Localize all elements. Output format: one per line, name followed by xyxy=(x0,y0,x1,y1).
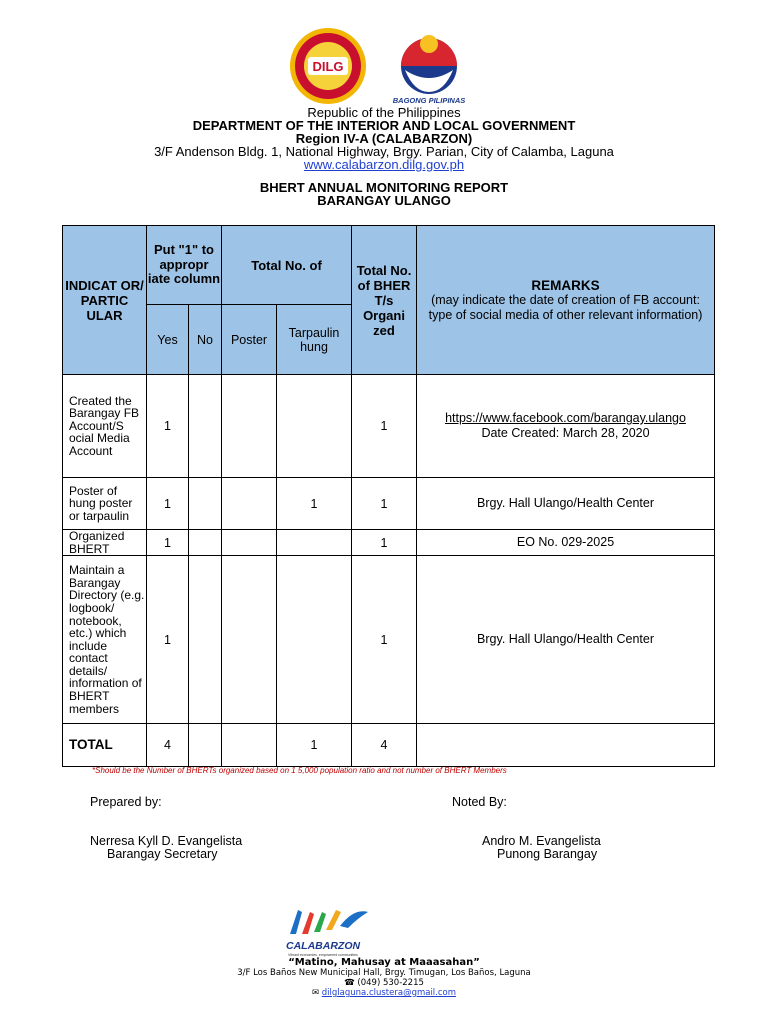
bagong-pilipinas-logo-icon xyxy=(401,35,457,94)
tarpaulin-cell xyxy=(277,556,352,724)
remark-text: Date Created: March 28, 2020 xyxy=(481,426,650,440)
indicator-cell: Organized BHERT xyxy=(63,530,147,556)
department-line: DEPARTMENT OF THE INTERIOR AND LOCAL GOVERNMENT xyxy=(192,118,576,133)
table-row xyxy=(63,478,715,530)
yes-cell: 1 xyxy=(147,478,189,530)
website-link[interactable]: www.calabarzon.dilg.gov.ph xyxy=(303,157,465,172)
report-title: BHERT ANNUAL MONITORING REPORT xyxy=(259,180,509,195)
total-cell: 1 xyxy=(352,375,417,478)
no-cell xyxy=(189,478,222,530)
total-poster-cell xyxy=(222,724,277,767)
noted-name: Andro M. Evangelista xyxy=(482,834,601,848)
calabarzon-logo-text: CALABARZON xyxy=(286,940,361,952)
calabarzon-logo-icon xyxy=(284,904,374,954)
poster-cell xyxy=(222,375,277,478)
footer-email-line xyxy=(0,988,768,998)
tarpaulin-cell xyxy=(277,530,352,556)
noted-title: Punong Barangay xyxy=(497,847,598,861)
remarks-header xyxy=(417,226,715,375)
remarks-cell xyxy=(417,375,715,478)
poster-cell xyxy=(222,556,277,724)
tarpaulin-cell: 1 xyxy=(277,478,352,530)
prepared-title: Barangay Secretary xyxy=(107,847,218,861)
prepared-name: Nerresa Kyll D. Evangelista xyxy=(90,834,243,848)
poster-header: Poster xyxy=(222,305,277,375)
poster-cell xyxy=(222,530,277,556)
yes-header: Yes xyxy=(147,305,189,375)
total-cell: 1 xyxy=(352,530,417,556)
dilg-logo-text: DILG xyxy=(312,59,344,74)
dilg-seal-icon xyxy=(284,26,484,106)
remarks-cell: EO No. 029-2025 xyxy=(417,530,715,556)
total-yes-cell: 4 xyxy=(147,724,189,767)
republic-line: Republic of the Philippines xyxy=(307,105,461,120)
website-line xyxy=(0,157,768,172)
indicator-cell: Maintain a Barangay Directory (e.g. logbook/ notebook, etc.) which include contact details/ information of BHERT members xyxy=(63,556,147,724)
table-row xyxy=(63,530,715,556)
no-cell xyxy=(189,530,222,556)
remarks-cell: Brgy. Hall Ulango/Health Center xyxy=(417,556,715,724)
yes-cell: 1 xyxy=(147,530,189,556)
facebook-link[interactable]: https://www.facebook.com/barangay.ulango xyxy=(445,411,686,425)
no-cell xyxy=(189,375,222,478)
office-address: 3/F Andenson Bldg. 1, National Highway, Brgy. Parian, City of Calamba, Laguna xyxy=(154,144,614,159)
total-no-of-header: Total No. of xyxy=(222,226,352,305)
remarks-note: (may indicate the date of creation of FB account: type of social media of other relevant information) xyxy=(428,292,703,322)
noted-by-label: Noted By: xyxy=(452,795,507,809)
total-cell: 1 xyxy=(352,478,417,530)
total-remarks-cell xyxy=(417,724,715,767)
remarks-title: REMARKS xyxy=(531,277,600,293)
region-line: Region IV-A (CALABARZON) xyxy=(295,131,473,146)
footnote: *Should be the Number of BHERTs organized based on 1 5,000 population ratio and not number of BHERT Members xyxy=(92,766,507,775)
indicator-cell: Poster of hung poster or tarpaulin xyxy=(63,478,147,530)
total-row xyxy=(63,724,715,767)
report-subtitle: BARANGAY ULANGO xyxy=(317,193,451,208)
bagong-pilipinas-text: BAGONG PILIPINAS xyxy=(392,96,466,105)
footer-address: 3/F Los Baños New Municipal Hall, Brgy. Timugan, Los Baños, Laguna xyxy=(237,968,531,978)
total-bherts-cell: 4 xyxy=(352,724,417,767)
prepared-by-label: Prepared by: xyxy=(90,795,162,809)
yes-cell: 1 xyxy=(147,375,189,478)
table-row xyxy=(63,556,715,724)
phone-icon: ☎ xyxy=(344,978,355,988)
total-cell: 1 xyxy=(352,556,417,724)
calabarzon-logo xyxy=(284,904,374,954)
table-row xyxy=(63,375,715,478)
no-header: No xyxy=(189,305,222,375)
footer-phone: (049) 530-2215 xyxy=(357,978,424,988)
total-no-cell xyxy=(189,724,222,767)
calabarzon-tagline: Vibrant economies, empowered communities xyxy=(288,953,358,957)
email-icon: ✉ xyxy=(311,988,320,998)
footer-phone-line xyxy=(0,978,768,988)
total-tarpaulin-cell: 1 xyxy=(277,724,352,767)
header-logos xyxy=(284,26,484,106)
tarpaulin-header: Tarpaulin hung xyxy=(277,305,352,375)
yes-cell: 1 xyxy=(147,556,189,724)
remarks-cell: Brgy. Hall Ulango/Health Center xyxy=(417,478,715,530)
put-one-header: Put "1" to appropr iate column xyxy=(147,226,222,305)
tarpaulin-cell xyxy=(277,375,352,478)
total-bherts-header: Total No. of BHER T/s Organi zed xyxy=(352,226,417,375)
poster-cell xyxy=(222,478,277,530)
footer-email-link[interactable]: dilglaguna.clustera@gmail.com xyxy=(321,988,457,998)
indicator-cell: Created the Barangay FB Account/S ocial Media Account xyxy=(63,375,147,478)
motto: “Matino, Mahusay at Maaasahan” xyxy=(288,957,480,968)
no-cell xyxy=(189,556,222,724)
total-label: TOTAL xyxy=(63,724,147,767)
header-row-1 xyxy=(63,226,715,305)
indicator-header: INDICAT OR/ PARTIC ULAR xyxy=(63,226,147,375)
monitoring-table xyxy=(62,225,715,767)
